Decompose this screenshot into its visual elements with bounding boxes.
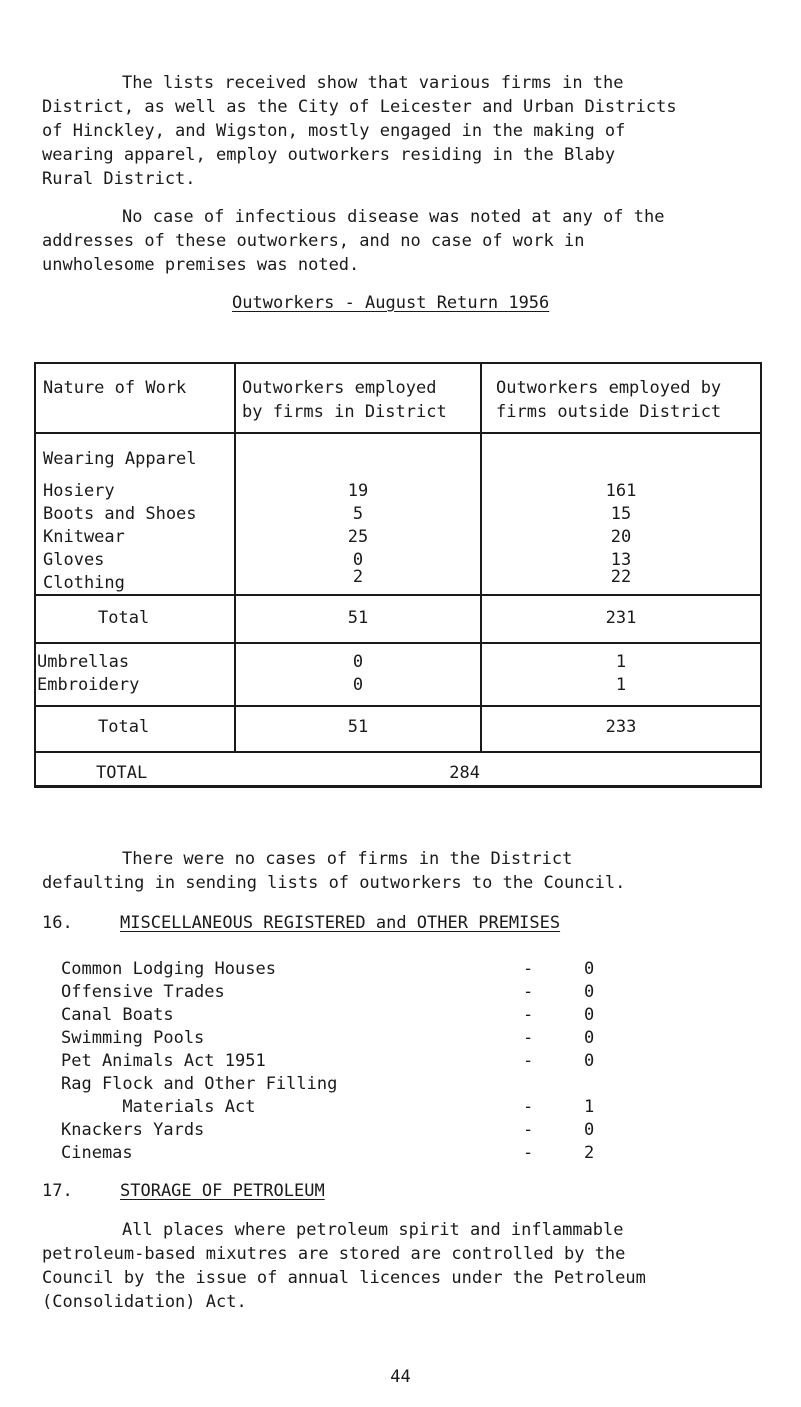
subtotal-label: Total [98, 608, 150, 628]
item-label: Cinemas [61, 1143, 133, 1163]
row-out-value: 161 [605, 481, 637, 501]
section-16-number: 16. [42, 913, 73, 933]
item-label: Pet Animals Act 1951 [61, 1051, 266, 1071]
table-rule [34, 432, 762, 434]
row-out-value: 13 [610, 550, 632, 570]
item-dash: - [523, 1051, 534, 1071]
row-in-value: 0 [352, 652, 364, 672]
intro-line: wearing apparel, employ outworkers residing in the Blaby [42, 145, 616, 165]
row-out-value: 1 [615, 652, 627, 672]
subtotal-in-value: 51 [347, 608, 369, 628]
intro-line: The lists received show that various firms in the [122, 73, 624, 93]
table-rule [34, 362, 762, 364]
list-item [61, 1142, 621, 1164]
row-label: Umbrellas [37, 652, 130, 672]
item-value: 1 [584, 1097, 595, 1117]
item-value: 0 [584, 982, 595, 1002]
section-17-number: 17. [42, 1181, 73, 1201]
row-label: Boots and Shoes [43, 504, 197, 524]
petroleum-line: petroleum-based mixutres are stored are controlled by the [42, 1244, 626, 1264]
list-item [61, 1119, 621, 1141]
row-in-value: 5 [352, 504, 364, 524]
header-outside-district: firms outside District [496, 402, 722, 422]
intro-line: addresses of these outworkers, and no case of work in [42, 231, 585, 251]
item-dash: - [523, 1097, 534, 1117]
item-dash: - [523, 1005, 534, 1025]
item-label: Common Lodging Houses [61, 959, 276, 979]
item-dash: - [523, 1028, 534, 1048]
section-16-heading: MISCELLANEOUS REGISTERED and OTHER PREMISES [120, 913, 561, 933]
header-in-district: Outworkers employed [242, 378, 437, 398]
item-value: 0 [584, 959, 595, 979]
row-out-value: 22 [610, 567, 632, 587]
item-value: 2 [584, 1143, 595, 1163]
intro-line: District, as well as the City of Leicester and Urban Districts [42, 97, 677, 117]
list-item [61, 1027, 621, 1049]
subtotal-out-value: 233 [605, 717, 637, 737]
page-number: 44 [390, 1367, 411, 1387]
table-title: Outworkers - August Return 1956 [232, 293, 550, 313]
intro-line: unwholesome premises was noted. [42, 255, 360, 275]
grand-total-label: TOTAL [96, 763, 148, 783]
table-rule [34, 642, 762, 644]
item-dash: - [523, 1143, 534, 1163]
petroleum-line: (Consolidation) Act. [42, 1292, 247, 1312]
table-rule [34, 751, 762, 753]
item-dash: - [523, 982, 534, 1002]
table-rule [34, 362, 36, 788]
list-item [61, 1096, 621, 1118]
row-in-value: 0 [352, 675, 364, 695]
item-label: Offensive Trades [61, 982, 225, 1002]
row-out-value: 15 [610, 504, 632, 524]
header-outside-district: Outworkers employed by [496, 378, 722, 398]
row-label: Knitwear [43, 527, 125, 547]
list-item [61, 1050, 621, 1072]
item-label: Swimming Pools [61, 1028, 205, 1048]
row-in-value: 2 [352, 567, 364, 587]
group-label-wearing-apparel: Wearing Apparel [43, 449, 197, 469]
grand-total-value: 284 [449, 763, 480, 783]
table-rule [34, 705, 762, 707]
intro-line: of Hinckley, and Wigston, mostly engaged in the making of [42, 121, 626, 141]
list-item [61, 981, 621, 1003]
row-in-value: 0 [352, 550, 364, 570]
header-in-district: by firms in District [242, 402, 447, 422]
item-label: Knackers Yards [61, 1120, 205, 1140]
row-label: Embroidery [37, 675, 140, 695]
list-item [61, 958, 621, 980]
list-item [61, 1004, 621, 1026]
row-label: Gloves [43, 550, 105, 570]
item-dash: - [523, 1120, 534, 1140]
item-label: Canal Boats [61, 1005, 174, 1025]
row-label: Hosiery [43, 481, 115, 501]
item-value: 0 [584, 1051, 595, 1071]
row-out-value: 20 [610, 527, 632, 547]
row-in-value: 25 [347, 527, 369, 547]
list-item [61, 1073, 621, 1095]
row-label: Clothing [43, 573, 125, 593]
row-in-value: 19 [347, 481, 369, 501]
closing-line: defaulting in sending lists of outworkers to the Council. [42, 873, 626, 893]
subtotal-label: Total [98, 717, 150, 737]
section-17-heading: STORAGE OF PETROLEUM [120, 1181, 325, 1201]
table-rule [34, 594, 762, 596]
header-nature-of-work: Nature of Work [43, 378, 187, 398]
row-out-value: 1 [615, 675, 627, 695]
item-value: 0 [584, 1120, 595, 1140]
table-rule [760, 362, 762, 788]
subtotal-in-value: 51 [347, 717, 369, 737]
closing-line: There were no cases of firms in the District [122, 849, 573, 869]
item-label: Materials Act [61, 1097, 256, 1117]
subtotal-out-value: 231 [605, 608, 637, 628]
petroleum-line: Council by the issue of annual licences under the Petroleum [42, 1268, 646, 1288]
outworkers-table [34, 362, 762, 789]
item-dash: - [523, 959, 534, 979]
intro-line: Rural District. [42, 169, 196, 189]
intro-line: No case of infectious disease was noted at any of the [122, 207, 665, 227]
item-label: Rag Flock and Other Filling [61, 1074, 338, 1094]
item-value: 0 [584, 1028, 595, 1048]
item-value: 0 [584, 1005, 595, 1025]
table-rule [34, 785, 762, 788]
petroleum-line: All places where petroleum spirit and inflammable [122, 1220, 624, 1240]
